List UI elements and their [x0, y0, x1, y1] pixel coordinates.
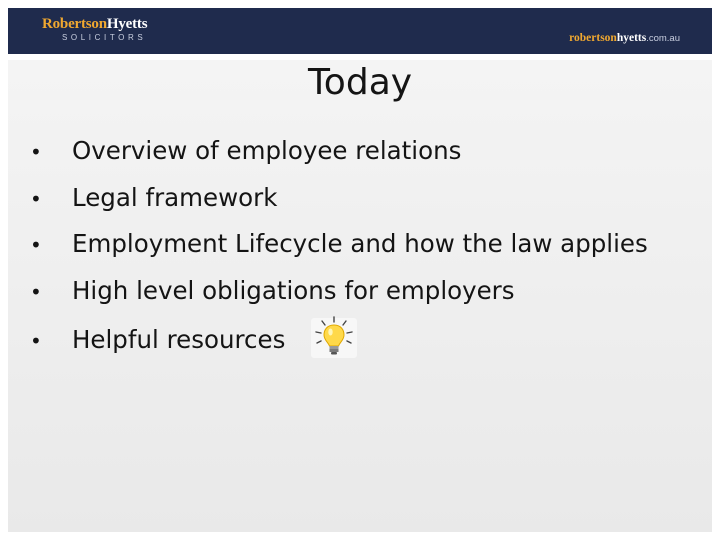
logo-text-robertson: Robertson — [42, 16, 107, 32]
header-bar — [8, 8, 712, 54]
bullet-text: High level obligations for employers — [72, 275, 515, 305]
bullet-list — [30, 132, 648, 365]
slide-title: Today — [307, 62, 413, 103]
bullet-marker: • — [30, 233, 42, 257]
website-logo — [569, 32, 680, 44]
logo-text-hyetts: Hyetts — [106, 16, 148, 32]
bullet-text: Overview of employee relations — [72, 136, 462, 165]
bullet-marker: • — [30, 329, 42, 353]
bullet-text: Employment Lifecycle and how the law applies — [72, 229, 648, 258]
list-item — [30, 179, 648, 226]
bullet-text: Legal framework — [72, 182, 278, 212]
website-text-domain: .com.au — [646, 33, 680, 44]
logo-subtitle: SOLICITORS — [62, 33, 147, 42]
bullet-marker: • — [30, 279, 42, 304]
website-text-robertson: robertson — [569, 32, 617, 44]
list-item — [30, 272, 648, 319]
website-text-hyetts: hyetts — [616, 32, 647, 44]
bullet-marker: • — [30, 140, 42, 164]
bullet-marker: • — [30, 186, 42, 211]
company-logo — [42, 16, 147, 44]
bullet-text: Helpful resources — [72, 325, 286, 354]
lightbulb-icon — [307, 314, 361, 360]
list-item — [30, 225, 648, 272]
list-item — [30, 318, 648, 365]
list-item — [30, 132, 648, 179]
